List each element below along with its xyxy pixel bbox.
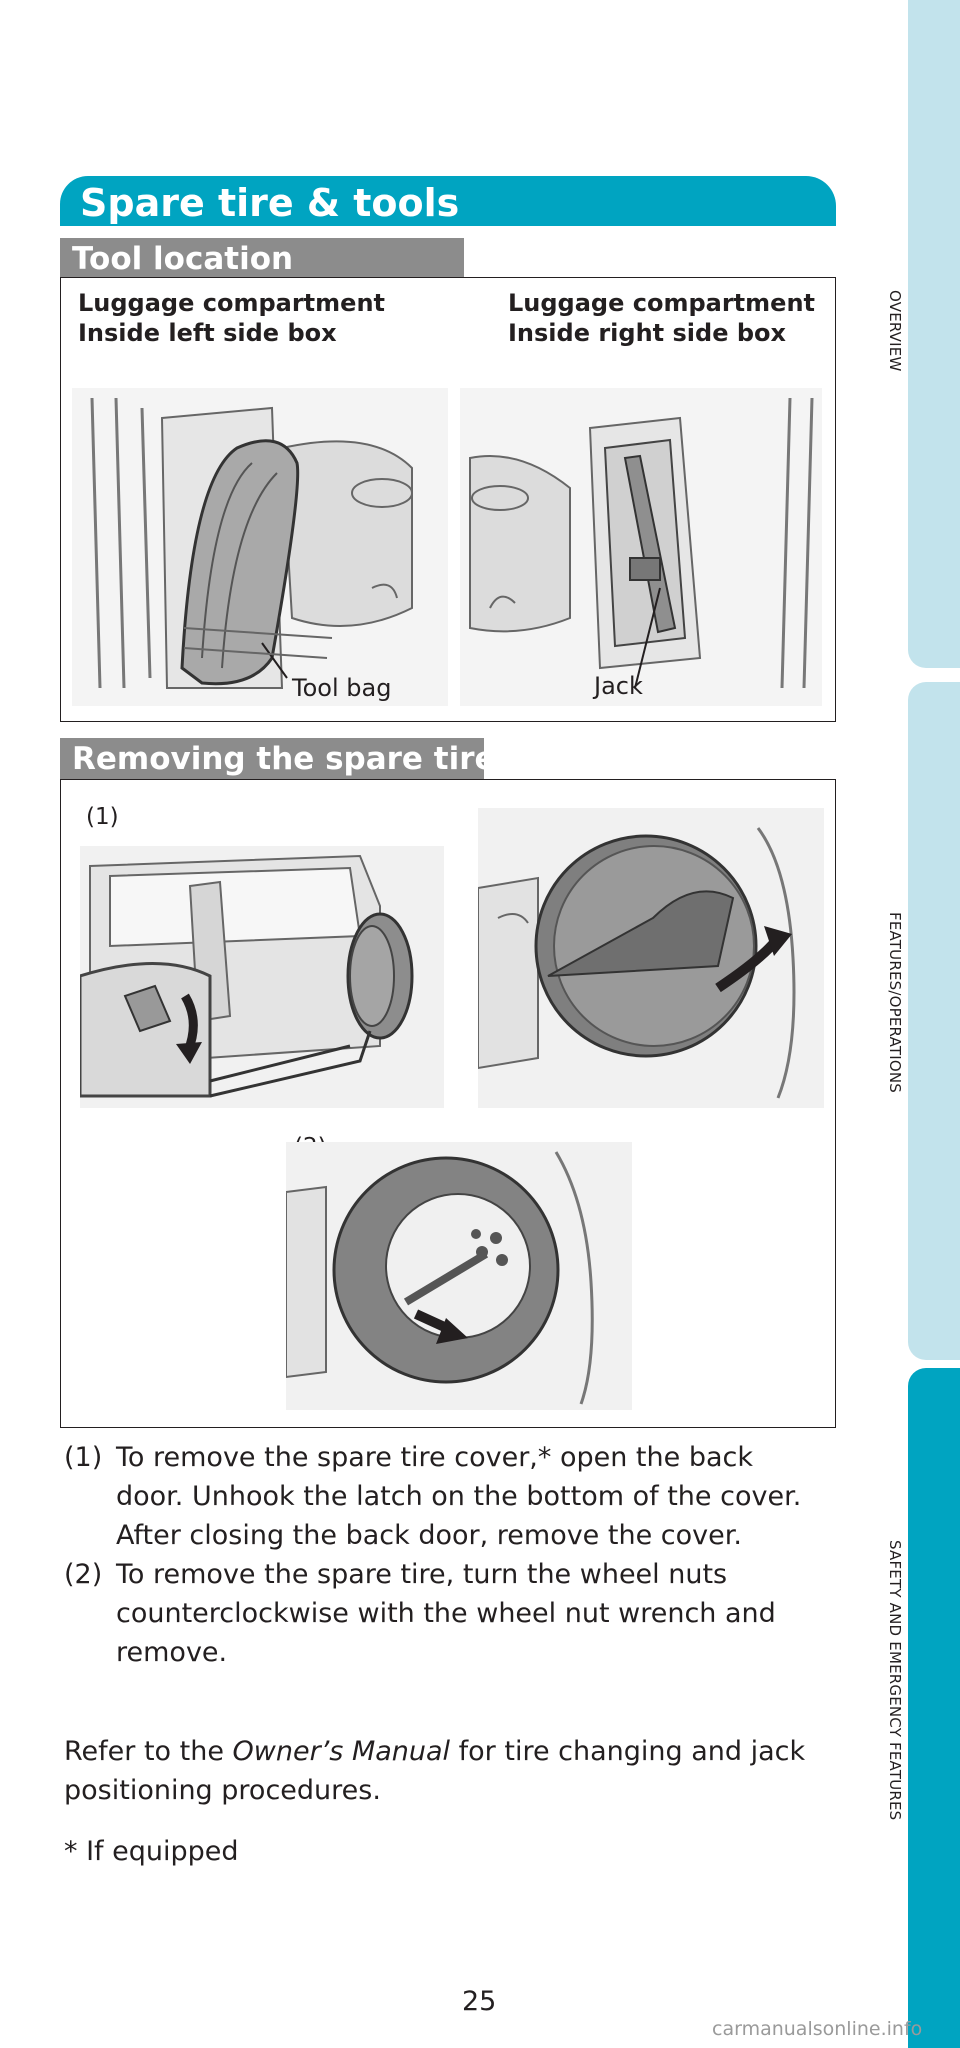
instruction-step-1-number: (1) <box>64 1442 103 1473</box>
watermark: carmanualsonline.info <box>712 2018 923 2040</box>
instruction-list <box>64 1438 824 1672</box>
page-number: 25 <box>462 1986 497 2017</box>
owners-manual-title: Owner’s Manual <box>232 1736 451 1767</box>
right-box-caption: Luggage compartment Inside right side box <box>508 289 815 347</box>
spare-tire-removal-illustration <box>286 1142 632 1410</box>
tab-overview-label[interactable]: OVERVIEW <box>886 290 904 372</box>
tab-overview-background[interactable] <box>908 0 960 668</box>
step1-tag: (1) <box>86 804 119 830</box>
tab-safety-label[interactable]: SAFETY AND EMERGENCY FEATURES <box>886 1540 904 1821</box>
tab-features-background[interactable] <box>908 682 960 1360</box>
tool-location-title: Tool location <box>72 241 294 277</box>
tool-bag-label: Tool bag <box>292 674 392 702</box>
tab-features-label[interactable]: FEATURES/OPERATIONS <box>886 912 904 1093</box>
instruction-step-2 <box>64 1555 824 1672</box>
spare-tire-cover-illustration <box>478 808 824 1108</box>
tool-location-header <box>60 238 464 280</box>
removing-header <box>60 738 496 780</box>
back-door-latch-illustration <box>80 846 444 1108</box>
tool-bag-illustration <box>72 388 448 706</box>
instruction-step-2-text: To remove the spare tire, turn the wheel nuts counterclockwise with the wheel nut wrench and remove. <box>116 1559 776 1668</box>
tab-safety-background[interactable] <box>908 1368 960 2048</box>
left-box-caption: Luggage compartment Inside left side box <box>78 289 385 347</box>
jack-label: Jack <box>594 672 643 700</box>
section-title: Spare tire & tools <box>80 181 460 225</box>
instruction-step-1 <box>64 1438 824 1555</box>
jack-illustration <box>460 388 822 706</box>
instruction-step-1-text: To remove the spare tire cover,* open the back door. Unhook the latch on the bottom of the cover. After closing the back door, remove the cover. <box>116 1442 802 1551</box>
footnote: * If equipped <box>64 1836 239 1867</box>
section-header <box>60 176 836 226</box>
instruction-step-2-number: (2) <box>64 1559 103 1590</box>
removing-title: Removing the spare tire <box>72 741 496 777</box>
refer-paragraph: Refer to the Owner’s Manual for tire changing and jack positioning procedures. <box>64 1736 806 1806</box>
